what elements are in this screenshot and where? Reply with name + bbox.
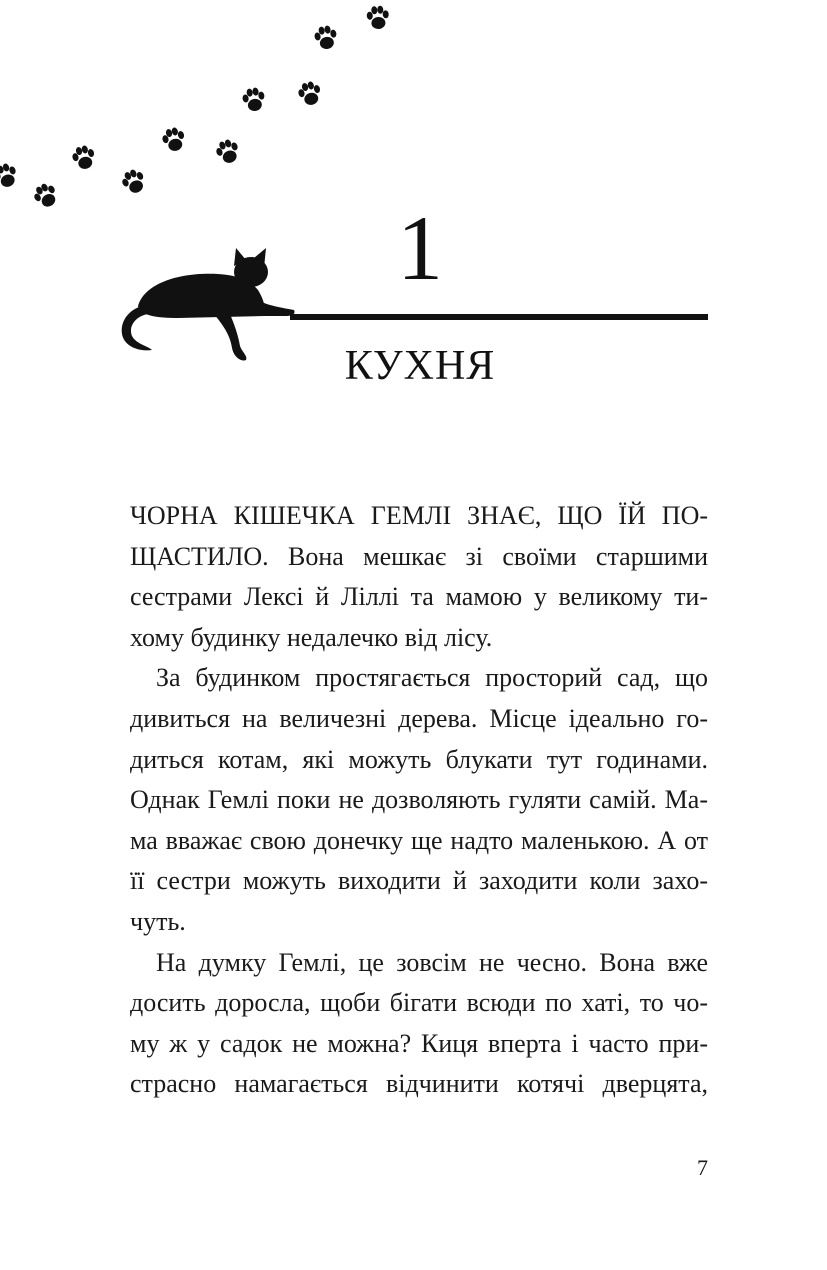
text-line: му ж у садок не можна? Киця вперта і часто при- [130,1028,708,1058]
page-number: 7 [697,1155,708,1180]
text-line: досить доросла, щоби бігати всюди по хаті, то чо- [130,988,708,1018]
chapter-number: 1 [397,197,443,299]
chapter-title: КУХНЯ [344,343,496,389]
paw-print-icon [310,22,342,54]
text-line: її сестри можуть виходити й заходити коли захо- [130,866,708,896]
text-line: ЧОРНА КІШЕЧКА ГЕМЛІ ЗНАЄ, ЩО ЇЙ ПО- [130,501,708,530]
text-line: Однак Гемлі поки не дозволяють гуляти самій. Ма- [130,785,708,815]
text-line: страсно намагається відчинити котячі дверцята, [130,1069,708,1099]
paw-print-icon [0,160,22,192]
text-line: На думку Гемлі, це зовсім не чесно. Вона вже [156,947,708,977]
text-line: чуть. [130,906,186,936]
paw-print-icon [212,136,244,168]
lying-cat-icon [118,244,298,374]
paw-print-icon [362,2,394,34]
text-line: дивиться на величезні дерева. Місце ідеально го- [130,703,708,733]
text-line: ма вважає свою донечку ще надто маленькою. А от [130,825,708,855]
chapter-rule [290,314,708,320]
paw-print-icon [238,84,270,116]
paw-print-icon [30,180,62,212]
paw-print-icon [118,166,150,198]
paw-print-icon [158,124,190,156]
paw-print-icon [68,142,100,174]
text-line: ЩАСТИЛО. Вона мешкає зі своїми старшими [130,541,708,571]
text-line: сестрами Лексі й Ліллі та мамою у великому ти- [130,582,708,612]
text-line: За будинком простягається просторий сад, що [156,663,708,693]
text-line: хому будинку недалечко від лісу. [130,622,493,652]
paw-print-icon [294,78,326,110]
text-line: диться котам, які можуть блукати тут годинами. [130,744,708,774]
body-text [130,496,708,1105]
